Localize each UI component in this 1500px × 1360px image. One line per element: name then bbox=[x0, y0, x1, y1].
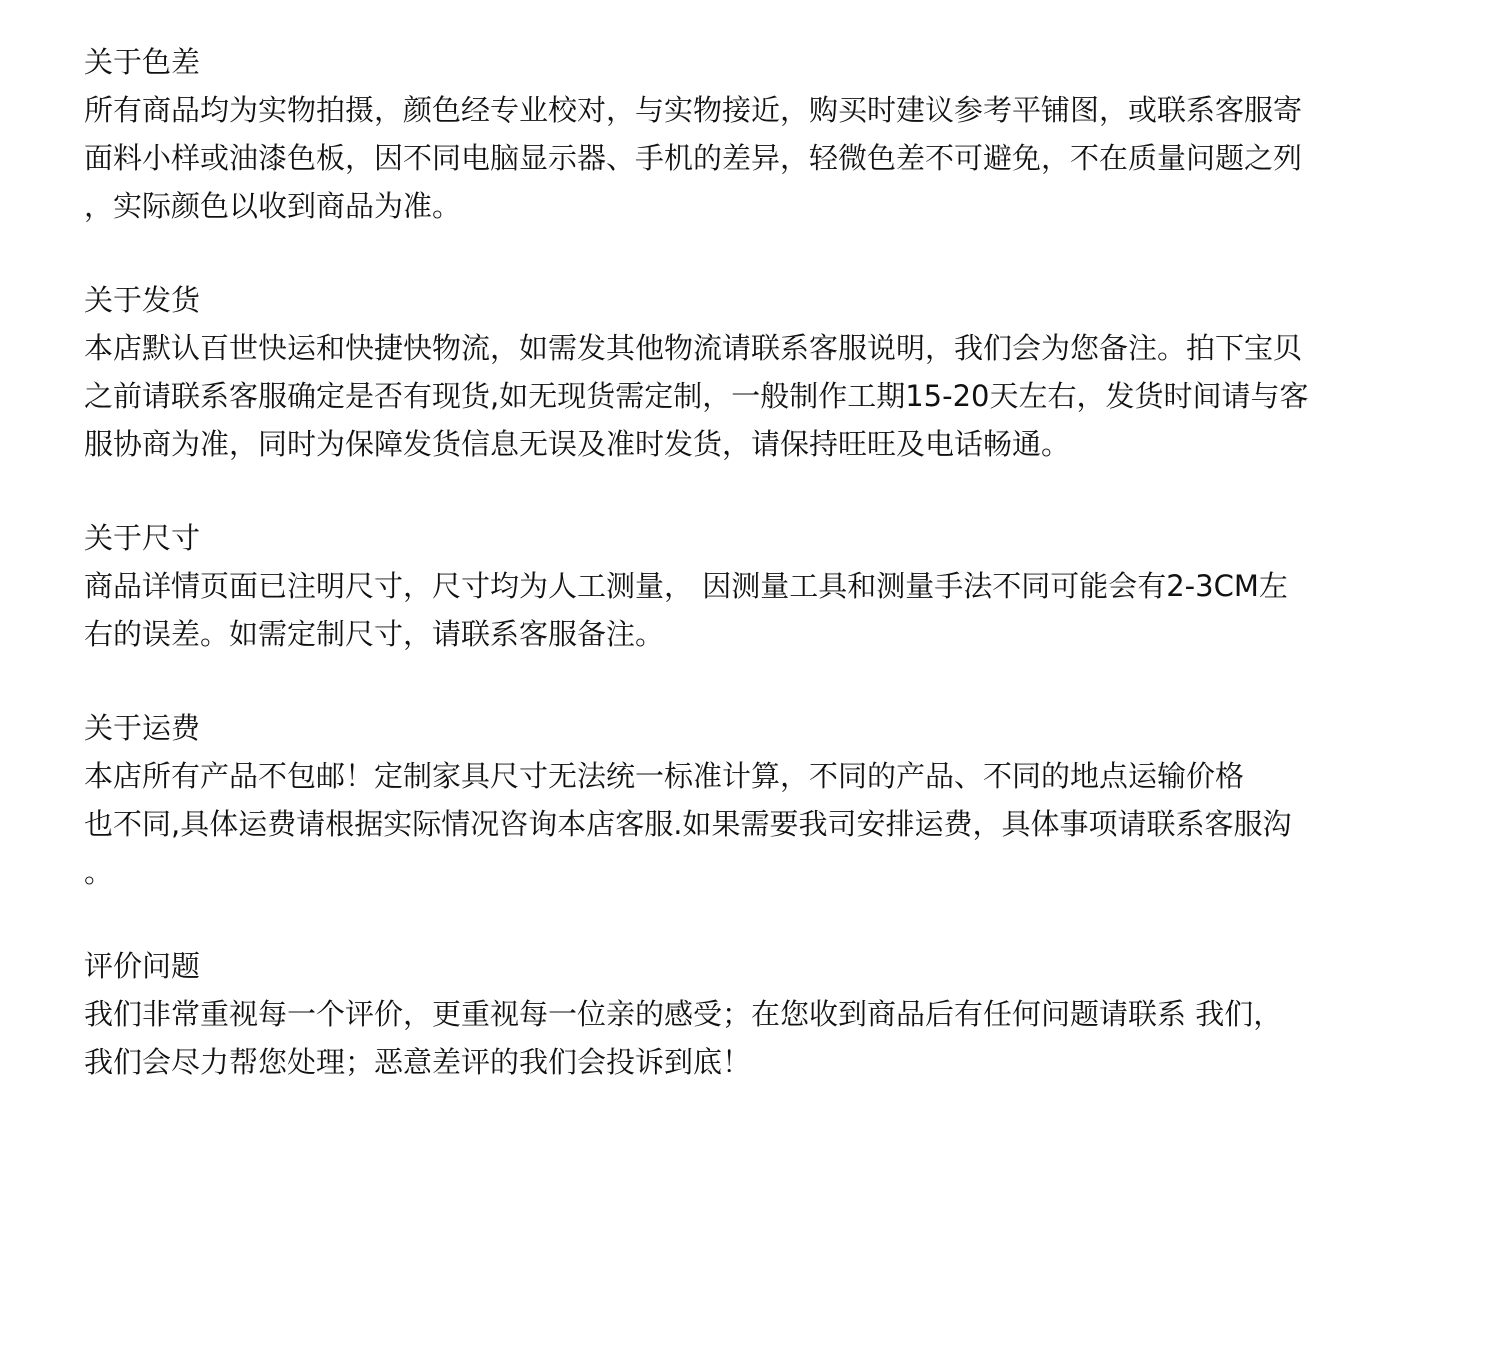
section-color-difference bbox=[84, 38, 1444, 230]
section-text-line: 。 bbox=[84, 855, 114, 889]
section-text-line: 本店所有产品不包邮！定制家具尺寸无法统一标准计算，不同的产品、不同的地点运输价格 bbox=[84, 759, 1245, 793]
section-text-line: 本店默认百世快运和快捷快物流，如需发其他物流请联系客服说明，我们会为您备注。拍下宝贝 bbox=[84, 331, 1303, 365]
section-text-line: 之前请联系客服确定是否有现货,如无现货需定制，一般制作工期15-20天左右，发货时间请与客 bbox=[84, 379, 1309, 413]
section-text-line: 商品详情页面已注明尺寸，尺寸均为人工测量， 因测量工具和测量手法不同可能会有2-3CM左 bbox=[84, 569, 1288, 603]
section-heading: 关于发货 bbox=[84, 283, 201, 317]
section-text-line: ，实际颜色以收到商品为准。 bbox=[84, 189, 462, 223]
section-heading: 关于运费 bbox=[84, 711, 201, 745]
section-heading: 关于色差 bbox=[84, 45, 201, 79]
section-text-line: 面料小样或油漆色板，因不同电脑显示器、手机的差异，轻微色差不可避免，不在质量问题之列 bbox=[84, 141, 1303, 175]
section-text-line: 也不同,具体运费请根据实际情况咨询本店客服.如果需要我司安排运费，具体事项请联系客服沟 bbox=[84, 807, 1292, 841]
store-notice bbox=[84, 38, 1444, 1132]
section-text-line: 所有商品均为实物拍摄，颜色经专业校对，与实物接近，购买时建议参考平铺图，或联系客服寄 bbox=[84, 93, 1303, 127]
section-text-line: 我们非常重视每一个评价，更重视每一位亲的感受；在您收到商品后有任何问题请联系 我们， bbox=[84, 997, 1283, 1031]
section-heading: 评价问题 bbox=[84, 949, 201, 983]
section-text-line: 右的误差。如需定制尺寸，请联系客服备注。 bbox=[84, 617, 665, 651]
section-freight bbox=[84, 704, 1444, 896]
section-heading: 关于尺寸 bbox=[84, 521, 201, 555]
section-size bbox=[84, 514, 1444, 658]
section-reviews bbox=[84, 942, 1444, 1086]
section-text-line: 服协商为准，同时为保障发货信息无误及准时发货，请保持旺旺及电话畅通。 bbox=[84, 427, 1071, 461]
section-text-line: 我们会尽力帮您处理；恶意差评的我们会投诉到底！ bbox=[84, 1045, 752, 1079]
section-shipping bbox=[84, 276, 1444, 468]
